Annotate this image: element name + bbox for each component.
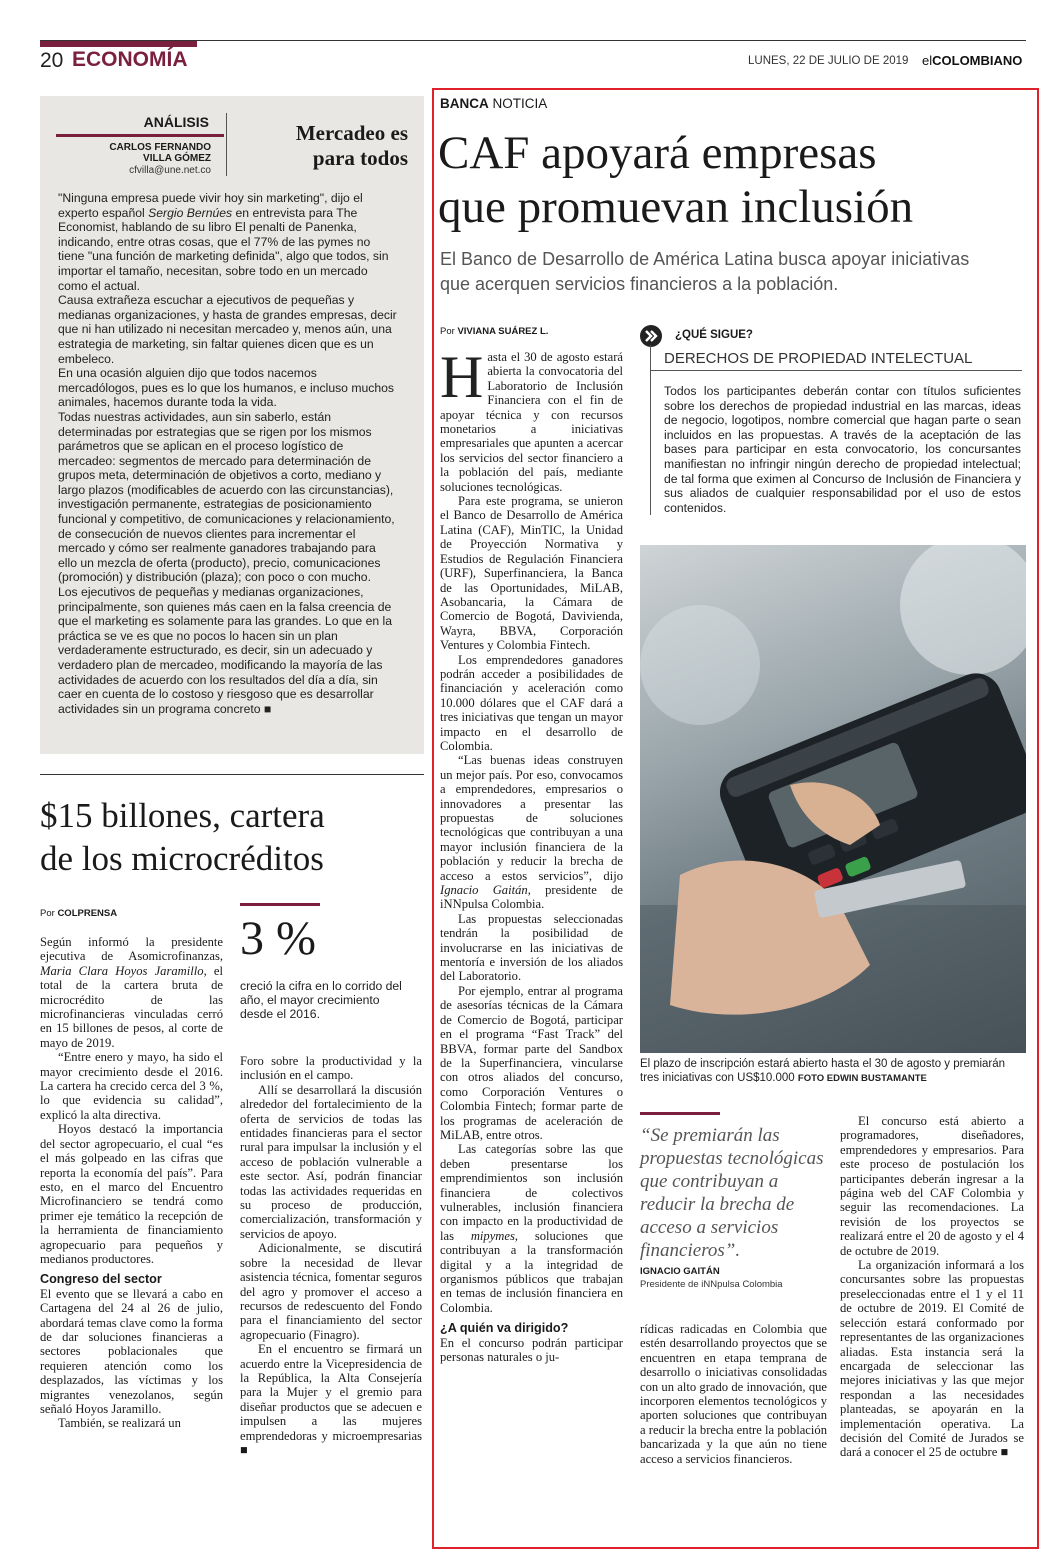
next-steps-text: Todos los participantes deberán contar con títulos suficientes sobre los derechos de propiedad industrial en las marcas, ideas de negocio, logotipos, nombre comercial que hagan parte o sean incluidos en las propuestas. A través de la aceptación de las bases para participar en esta convocatorio, los concursantes manifiestan no infringir ningún derecho de propiedad intelectual; de tal forma que eximen al Concurso de Inclusión de Financiera y sus aliados de cualquier responsabilidad por el uso de estos contenidos.: [664, 384, 1021, 515]
caf-kicker: [440, 96, 547, 111]
stat-accent-rule: [240, 903, 320, 906]
micro-paragraph: En el encuentro se firmará un acuerdo entre la Vicepresidencia de la República, la Alta Consejería para la Mujer y el gremio para diseñar productos que se adecuen e impulsen a las mujeres emprendedoras y microempresarias ■: [240, 1342, 422, 1457]
analysis-paragraph: "Ninguna empresa puede vivir hoy sin marketing", dijo el experto español Sergio Bernúes en entrevista para The Economist, hablando de su libro El penalti de Panenka, indicando, entre otras cosas, que el 77% de las pymes no tiene "una función de marketing definida", algo que todos, sin importar el tamaño, necesitan, sobre todo en un mercado como el actual.: [58, 191, 389, 293]
caf-paragraph: Los emprendedores ganadores podrán acceder a posibilidades de financiación y aceleración como 10.000 dólares que el CAF dará a tres iniciativas que tengan un mayor impacto en el desarrollo de Colombia.: [440, 652, 623, 753]
header-accent-bar: [40, 40, 197, 47]
analysis-paragraph: En una ocasión alguien dijo que todos nacemos mercadólogos, pues es lo que los humanos, e incluso muchos animales, hacemos durante toda la vida.: [58, 366, 395, 410]
caf-headline-line2: que promuevan inclusión: [438, 181, 914, 233]
logo-name: COLOMBIANO: [932, 53, 1023, 68]
caf-subhead-who: ¿A quién va dirigido?: [440, 1321, 569, 1336]
micro-headline: [40, 794, 424, 880]
dropcap: H: [440, 344, 484, 410]
caf-byline: Por VIVIANA SUÁREZ L.: [440, 326, 549, 337]
micro-paragraph: También, se realizará un: [58, 1416, 181, 1431]
author-line2: VILLA GÓMEZ: [143, 153, 211, 164]
quote-author-role: Presidente de iNNpulsa Colombia: [640, 1279, 783, 1290]
caf-column-1: [440, 344, 624, 1365]
caf-paragraph: Hasta el 30 de agosto estará abierta la convocatoria del Laboratorio de Inclusión Financiera con el fin de apoyar técnica y con recursos monetarios a iniciativas empresariales que apunten a acercar los servicios del sector financiero a la población del país, mediante soluciones tecnológicas.: [440, 344, 623, 494]
payment-terminal-photo: [640, 545, 1026, 1053]
analysis-author: [90, 142, 211, 164]
author-email: cfvilla@une.net.co: [129, 165, 211, 176]
micro-column-1: [40, 935, 223, 1431]
kicker-bold: BANCA: [440, 96, 489, 111]
micro-paragraph: Hoyos destacó la importancia del sector agropecuario, el cual “es el más golpeado en las cifras que reporta la economía del país”. Para esto, en el marco del Encuentro Microfinanciero se tendrá como primer eje temático la recepción de la herramienta de financiamiento agropecuario para pequeños y medianos productores.: [40, 1122, 223, 1266]
caf-paragraph: “Las buenas ideas construyen un mejor país. Por eso, convocamos a emprendedores, empresarios o innovadores a presentar las propuestas de soluciones tecnológicas que contribuyan a una mayor inclusión financiera de la población y reducir la brecha de acceso a estos servicios”, dijo Ignacio Gaitán, presidente de iNNpulsa Colombia.: [440, 753, 623, 912]
micro-top-rule: [40, 774, 424, 775]
masthead-logo: [922, 53, 1022, 68]
photo-caption: El plazo de inscripción estará abierto hasta el 30 de agosto y premiarán tres iniciativas con US$10.000 FOTO EDWIN BUSTAMANTE: [640, 1058, 1006, 1084]
caf-paragraph: Las categorías sobre las que deben presentarse los emprendimientos son inclusión financiera de colectivos vulnerables, inclusión financiera con impacto en la productividad de las mipymes, soluciones que contribuyan a la transformación digital y a la integridad de organismos públicos que trabajan en temas de inclusión financiera en Colombia.: [440, 1142, 624, 1315]
caf-column-3: [640, 1322, 827, 1466]
micro-paragraph: Allí se desarrollará la discusión alrededor del fortalecimiento de la oferta de servicios de todas las entidades financieras para el sector rural para impulsar la inclusión y el acceso de población vulnerable a este sector. Así, podrán financiar todas las actividades requeridas en su proceso de producción, comercialización, transformación y servicios de apoyo.: [240, 1082, 422, 1241]
president-name: Maria Clara Hoyos Jaramillo: [40, 963, 204, 978]
title-line1: Mercadeo es: [295, 121, 408, 145]
caf-paragraph: Las propuestas seleccionadas tendrán la posibilidad de involucrarse en las iniciativas de mentoría e inversión de los aliados del Laboratorio.: [440, 911, 623, 984]
end-mark: ■: [263, 701, 272, 716]
expert-name: Sergio Bernúes: [148, 205, 233, 220]
micro-paragraph: Adicionalmente, se discutirá sobre la necesidad de llevar asistencia técnica, fomentar seguros del agro y promover el acceso a recursos de redescuento del Fondo para el financiamiento del sector agropecuario (Finagro).: [240, 1241, 422, 1342]
section-name: ECONOMÍA: [72, 48, 188, 71]
caf-column-4: [840, 1114, 1024, 1460]
author-line1: CARLOS FERNANDO: [109, 142, 211, 153]
micro-paragraph: “Entre enero y mayo, ha sido el mayor crecimiento desde el 2016. La cartera ha crecido cerca del 3 %, lo que evidencia su calidad”, explicó la alta directiva.: [40, 1050, 223, 1122]
caf-headline-line1: CAF apoyará empresas: [438, 127, 877, 179]
caf-paragraph: El concurso está abierto a programadores, diseñadores, emprendedores y empresarios. Para este proceso de postulación los participantes deberán ingresar a la página web del CAF Colombia y seguir las recomendaciones. La revisión de los proyectos se realizará entre el 20 de agosto y el 4 de octubre de 2019.: [840, 1114, 1024, 1258]
micro-paragraph: El evento que se llevará a cabo en Cartagena del 24 al 26 de julio, abordará temas clave como la forma de dar soluciones financieras a sectores poblacionales que requieren atención como los desplazados, las víctimas y los migrantes venezolanos, según señaló Hoyos Jaramillo.: [40, 1286, 223, 1416]
caf-paragraph: La organización informará a los concursantes sobre las propuestas preseleccionadas entre el 1 y el 11 de octubre de 2019. El Comité de selección estará conformado por representantes de las organizaciones aliadas. Esta instancia será la encargada de seleccionar las mejores iniciativas y las que mejor respondan a las necesidades planteadas, se apoyarán en la implementación operativa. La decisión del Comité de Jurados se dará a conocer el 25 de octubre ■: [840, 1258, 1024, 1460]
analysis-paragraph: Causa extrañeza escuchar a ejecutivos de pequeñas y medianas organizaciones, y hasta de grandes empresas, decir que ni han utilizado ni necesitan mercadeo y, menos aún, una estrategia de marketing, sin faltar quienes dicen que es un embeleco.: [58, 293, 397, 366]
micro-paragraph: Foro sobre la productividad y la inclusión en el campo.: [240, 1054, 422, 1083]
analysis-label-rule: [56, 134, 224, 137]
next-steps-label: ¿QUÉ SIGUE?: [675, 329, 753, 341]
caf-paragraph: Por ejemplo, entrar al programa de asesorías técnicas de la Cámara de Comercio de Bogotá, participar en el programa “Fast Track” del BBVA, formar parte del Sandbox de la Superfinanciera, vincularse con otros aliados del concurso, como Corporación Ventures o Colombia Fintech; formar parte de los programas de aceleración de MiLAB, entre otros.: [440, 983, 623, 1142]
issue-date: LUNES, 22 DE JULIO DE 2019: [748, 55, 909, 67]
caf-paragraph: rídicas radicadas en Colombia que estén desarrollando proyectos que se encuentren en etapa temprana de desarrollo o iniciativas consolidadas con un alto grado de innovación, que incorporen elementos tecnológicos y aporten soluciones que contribuyan a reducir la brecha entre la población bancarizada y la que aún no tiene acceso a servicios financieros.: [640, 1322, 827, 1466]
next-steps-hrule: [650, 370, 1022, 371]
micro-byline: Por COLPRENSA: [40, 908, 118, 919]
logo-prefix: el: [922, 53, 933, 68]
micro-subhead: Congreso del sector: [40, 1272, 162, 1287]
caf-subhead: El Banco de Desarrollo de América Latina busca apoyar iniciativas que acerquen servicios financieros a la población.: [440, 249, 970, 294]
stat-caption: creció la cifra en lo corrido del año, el mayor crecimiento desde el 2016.: [240, 979, 402, 1021]
caf-byline-name: VIVIANA SUÁREZ L.: [457, 326, 549, 337]
quote-accent-rule: [640, 1112, 720, 1115]
pull-quote: “Se premiarán las propuestas tecnológicas que contribuyan a reducir la brecha de acceso a servicios financieros”.: [640, 1125, 824, 1261]
quote-author: IGNACIO GAITÁN: [640, 1266, 720, 1277]
caf-headline: [438, 126, 1036, 234]
analysis-paragraph: Todas nuestras actividades, aun sin saberlo, están determinadas por estrategias que se rigen por los mismos parámetros que se aplican en el proceso logístico de mercadeo: segmentos de mercado para determinación de grupos meta, determinación de objetivos a corto, mediano y largo plazos (modificables de acuerdo con las circunstancias), investigación permanente, estrategias de posicionamiento funcional y competitivo, de comunicaciones y relacionamiento, de consecución de nuevos clientes para incrementar el mercado y cómo ser realmente ganadores trabajando para ello un mezcla de oferta (producto), precio, comunicaciones (promoción) y distribución (plaza); con poco o con mucho.: [58, 409, 395, 585]
header-rule: [40, 40, 1026, 41]
stat-value: 3 %: [240, 912, 316, 965]
end-mark: ■: [240, 1442, 248, 1457]
micro-headline-line2: de los microcréditos: [40, 839, 324, 878]
kicker-light: NOTICIA: [492, 96, 548, 111]
title-line2: para todos: [312, 146, 408, 170]
analysis-paragraph: Los ejecutivos de pequeñas y medianas organizaciones, principalmente, son quienes más caen en la falsa creencia de que el marketing es solamente para las grandes. Lo que en la práctica se ve es que no pocos lo hacen sin un plan verdaderamente estructurado, es decir, sin un adecuado y verdadero plan de mercadeo, modificando la mayoría de las actividades de acuerdo con los resultados del día a día, sin caer en cuenta de lo costoso y riesgoso que es desarrollar actividades sin un programa concreto ■: [58, 585, 393, 716]
page-number: 20: [40, 49, 64, 72]
micro-byline-name: COLPRENSA: [57, 908, 118, 919]
photo-credit: FOTO EDWIN BUSTAMANTE: [797, 1073, 927, 1084]
analysis-divider: [226, 113, 227, 176]
next-steps-title: DERECHOS DE PROPIEDAD INTELECTUAL: [664, 350, 973, 367]
caf-paragraph: En el concurso podrán participar personas naturales o ju-: [440, 1335, 623, 1365]
micro-paragraph: Según informó la presidente ejecutiva de Asomicrofinanzas, Maria Clara Hoyos Jaramillo, el total de la cartera bruta de microcrédito de las microfinancieras vinculadas cerró en 15 billones de pesos, al corte de mayo de 2019.: [40, 935, 223, 1050]
end-mark: ■: [1000, 1445, 1009, 1460]
micro-headline-line1: $15 billones, cartera: [40, 796, 325, 835]
analysis-title: [234, 121, 408, 171]
caf-paragraph: Para este programa, se unieron el Banco de Desarrollo de América Latina (CAF), MinTIC, la Unidad de Proyección Normativa y Estudios de Regulación Financiera (URF), Superfinanciera, la Banca de las Oportunidades, MiLAB, Asobancaria, la Cámara de Comercio de Bogotá, Davivienda, Wayra, BBVA, Corporación Ventures y Colombia Fintech.: [440, 494, 623, 653]
analysis-body: [58, 191, 398, 716]
quoted-name: Ignacio Gaitán: [440, 883, 528, 898]
mipymes-em: mipymes: [470, 1228, 515, 1243]
micro-column-2: [240, 1054, 422, 1457]
analysis-label: ANÁLISIS: [143, 114, 209, 130]
next-steps-icon: [640, 325, 662, 347]
